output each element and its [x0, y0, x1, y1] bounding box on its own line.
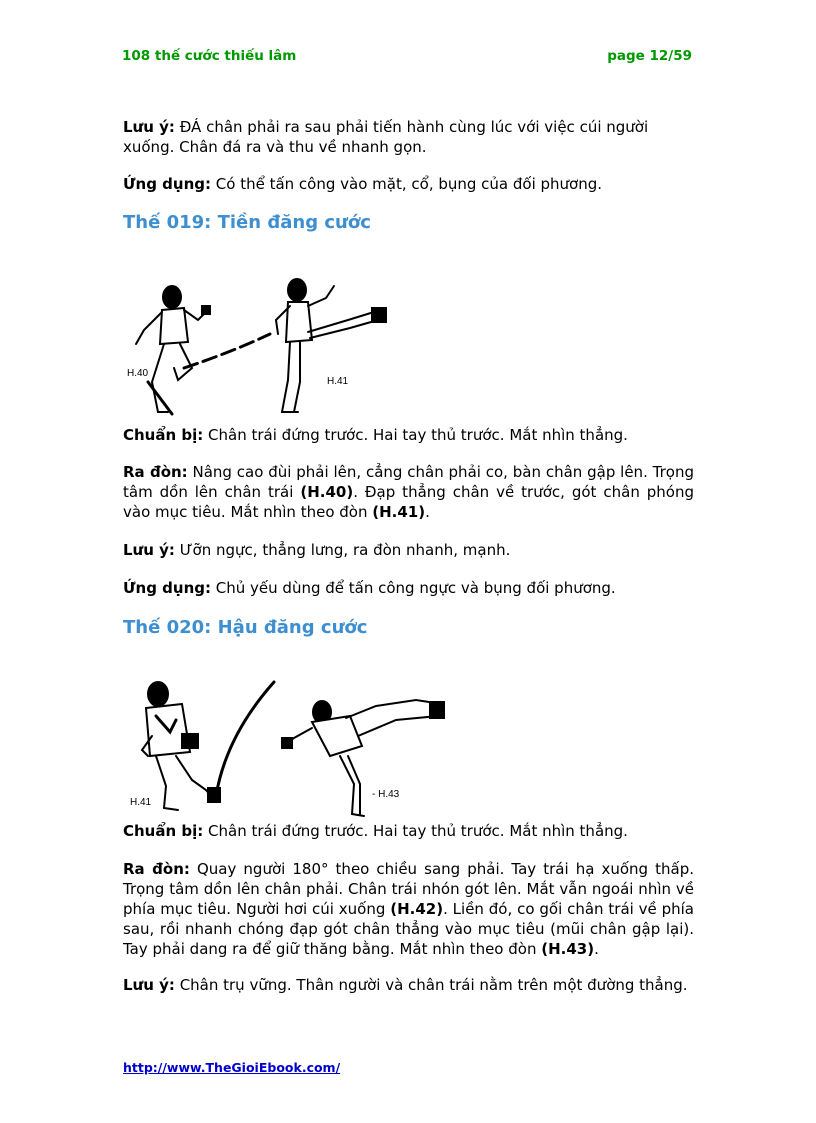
strike-paragraph-019: [123, 462, 694, 522]
note-label: Lưu ý:: [123, 976, 175, 994]
application-paragraph: [123, 174, 694, 194]
header-title: 108 thế cước thiếu lâm: [122, 48, 297, 64]
section-heading-020: Thế 020: Hậu đăng cước: [123, 617, 368, 638]
preparation-label: Chuẩn bị:: [123, 822, 204, 840]
note-paragraph-020: [123, 975, 694, 995]
figure-ref-h40: (H.40): [300, 483, 354, 501]
preparation-text: Chân trái đứng trước. Hai tay thủ trước. Mắt nhìn thẳng.: [203, 822, 628, 840]
preparation-text: Chân trái đứng trước. Hai tay thủ trước. Mắt nhìn thẳng.: [203, 426, 628, 444]
figure-ref-h41: (H.41): [372, 503, 426, 521]
preparation-label: Chuẩn bị:: [123, 426, 204, 444]
strike-text-1: Nâng cao đùi phải lên, cẳng chân phải co, bàn chân gập lên. Trọng tâm dồn lên chân trái: [123, 463, 694, 501]
strike-text-3: .: [594, 940, 599, 958]
kick-illustration-h40-h41: [122, 272, 397, 420]
strike-label: Ra đòn:: [123, 860, 190, 878]
figure-label-h41b: H.41: [130, 797, 152, 808]
note-label: Lưu ý:: [123, 541, 175, 559]
strike-label: Ra đòn:: [123, 463, 188, 481]
footer-link[interactable]: http://www.TheGioiEbook.com/: [123, 1060, 341, 1075]
application-label: Ứng dụng:: [123, 175, 212, 193]
figure-ref-h42: (H.42): [390, 900, 444, 918]
preparation-paragraph-019: [123, 425, 694, 445]
figure-label-h40: H.40: [127, 368, 149, 379]
figure-020-illustration: [126, 676, 456, 822]
preparation-paragraph-020: [123, 821, 694, 841]
application-text: Chủ yếu dùng để tấn công ngực và bụng đối phương.: [211, 579, 616, 597]
note-paragraph-019: [123, 540, 694, 560]
note-text: Chân trụ vững. Thân người và chân trái nằm trên một đường thẳng.: [174, 976, 688, 994]
strike-text-2: . Liền đó, co gối chân trái về phía sau, rồi nhanh chóng đạp gót chân thẳng vào mục tiêu (mũi chân gập lại). Tay phải dang ra để giữ thăng bằng. Mắt nhìn theo đòn: [123, 900, 694, 958]
strike-paragraph-020: [123, 859, 694, 959]
note-text: ĐÁ chân phải ra sau phải tiến hành cùng lúc với việc cúi người xuống. Chân đá ra và thu về nhanh gọn.: [123, 118, 649, 156]
kick-illustration-h41-h43: [126, 676, 456, 822]
application-paragraph-019: [123, 578, 694, 598]
figure-019-illustration: [122, 272, 397, 420]
strike-text-3: .: [425, 503, 430, 521]
application-label: Ứng dụng:: [123, 579, 212, 597]
figure-label-h41: H.41: [327, 376, 349, 387]
section-heading-019: Thế 019: Tiền đăng cước: [123, 212, 371, 233]
note-paragraph: [123, 117, 694, 157]
page-number: page 12/59: [607, 48, 692, 64]
strike-text-2: . Đạp thẳng chân về trước, gót chân phóng vào mục tiêu. Mắt nhìn theo đòn: [123, 483, 694, 521]
application-text: Có thể tấn công vào mặt, cổ, bụng của đối phương.: [211, 175, 603, 193]
strike-text-1: Quay người 180° theo chiều sang phải. Tay trái hạ xuống thấp. Trọng tâm dồn lên chân phải. Chân trái nhón gót lên. Mắt vẫn ngoái nhìn về phía mục tiêu. Người hơi cúi xuống: [123, 860, 694, 918]
figure-label-h43: - H.43: [372, 789, 400, 800]
note-text: Ưỡn ngực, thẳng lưng, ra đòn nhanh, mạnh.: [174, 541, 511, 559]
figure-ref-h43: (H.43): [541, 940, 595, 958]
note-label: Lưu ý:: [123, 118, 175, 136]
